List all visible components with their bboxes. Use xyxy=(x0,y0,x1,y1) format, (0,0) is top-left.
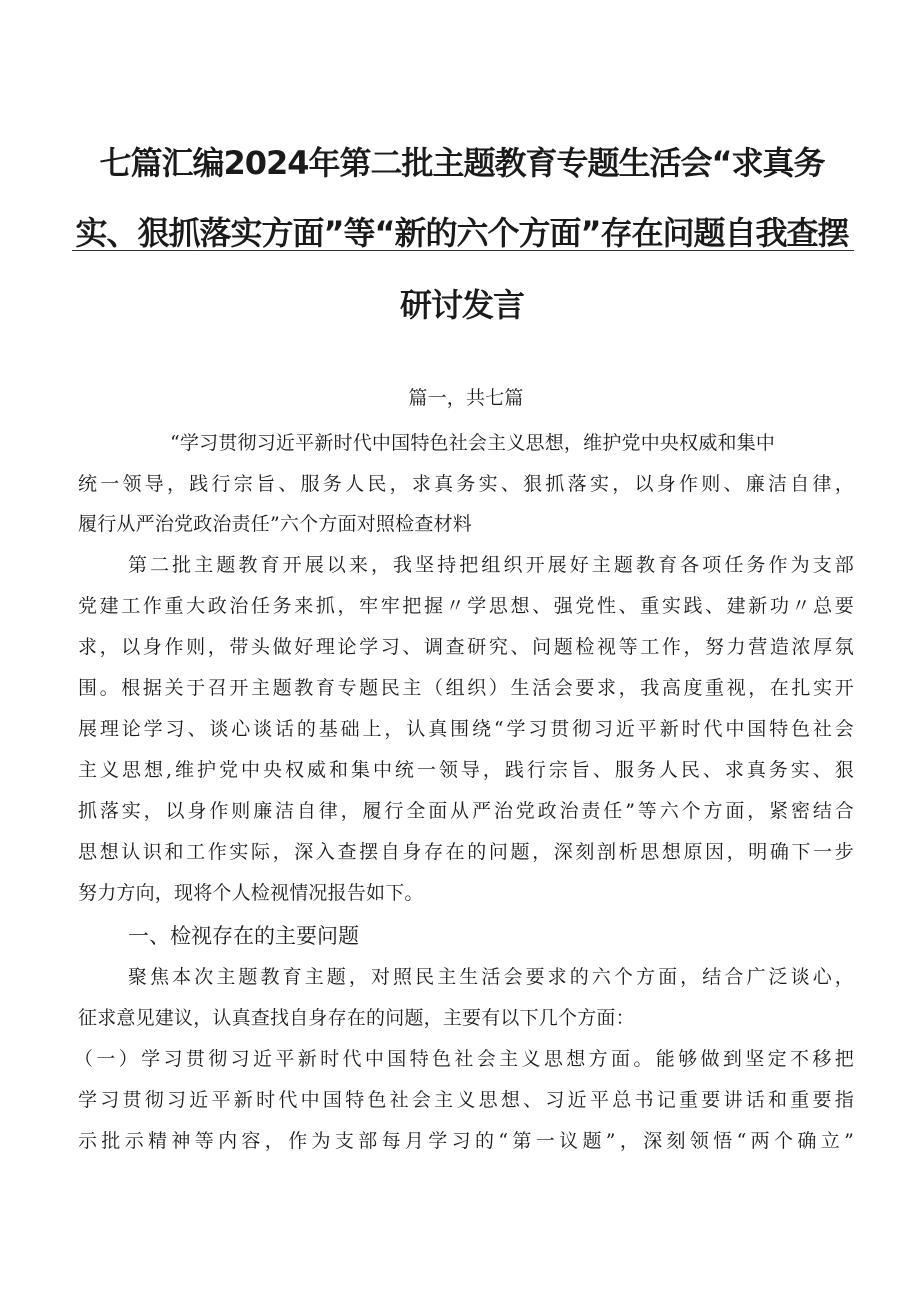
body-line: 主义思想,维护党中央权威和集中统一领导，践行宗旨、服务人民、求真务实、狠 xyxy=(78,759,854,781)
body-line: 第二批主题教育开展以来，我坚持把组织开展好主题教育各项任务作为支部 xyxy=(128,554,854,576)
section-line: 学习贯彻习近平新时代中国特色社会主义思想、习近平总书记重要讲话和重要指 xyxy=(78,1089,854,1111)
body-line: 展理论学习、谈心谈话的基础上，认真围绕“学习贯彻习近平新时代中国特色社会 xyxy=(78,718,854,740)
body-line: 思想认识和工作实际，深入查摆自身存在的问题，深刻剖析思想原因，明确下一步 xyxy=(78,841,854,863)
section-line: 征求意见建议，认真查找自身存在的问题，主要有以下几个方面： xyxy=(78,1007,635,1029)
intro-line: 统一领导，践行宗旨、服务人民，求真务实、狠抓落实，以身作则、廉洁自律， xyxy=(78,473,854,495)
body-line: 求，以身作则，带头做好理论学习、调查研究、问题检视等工作，努力营造浓厚氛 xyxy=(78,636,854,658)
section-heading: 一、检视存在的主要问题 xyxy=(128,924,359,948)
intro-line: “学习贯彻习近平新时代中国特色社会主义思想，维护党中央权威和集中 xyxy=(170,432,776,454)
section-line: 聚焦本次主题教育主题，对照民主生活会要求的六个方面，结合广泛谈心， xyxy=(128,966,854,988)
section-line: （一）学习贯彻习近平新时代中国特色社会主义思想方面。能够做到坚定不移把 xyxy=(74,1048,854,1070)
body-line: 抓落实，以身作则廉洁自律，履行全面从严治党政治责任”等六个方面，紧密结合 xyxy=(78,800,854,822)
document-title-line-2: 实、狠抓落实方面”等“新的六个方面”存在问题自我查摆 xyxy=(75,214,849,252)
body-line: 努力方向，现将个人检视情况报告如下。 xyxy=(78,882,424,904)
document-title-line-3: 研讨发言 xyxy=(399,286,524,324)
intro-line: 履行从严治党政治责任”六个方面对照检查材料 xyxy=(78,513,472,535)
document-title-line-1: 七篇汇编2024年第二批主题教育专题生活会“求真务 xyxy=(99,144,825,182)
subtitle: 篇一，共七篇 xyxy=(408,387,524,409)
body-line: 围。根据关于召开主题教育专题民主（组织）生活会要求，我高度重视，在扎实开 xyxy=(78,677,854,699)
body-line: 党建工作重大政治任务来抓，牢牢把握〃学思想、强党性、重实践、建新功〃总要 xyxy=(78,595,854,617)
section-line: 示批示精神等内容，作为支部每月学习的“第一议题”，深刻领悟“两个确立” xyxy=(78,1130,854,1152)
title-underline xyxy=(72,250,854,251)
